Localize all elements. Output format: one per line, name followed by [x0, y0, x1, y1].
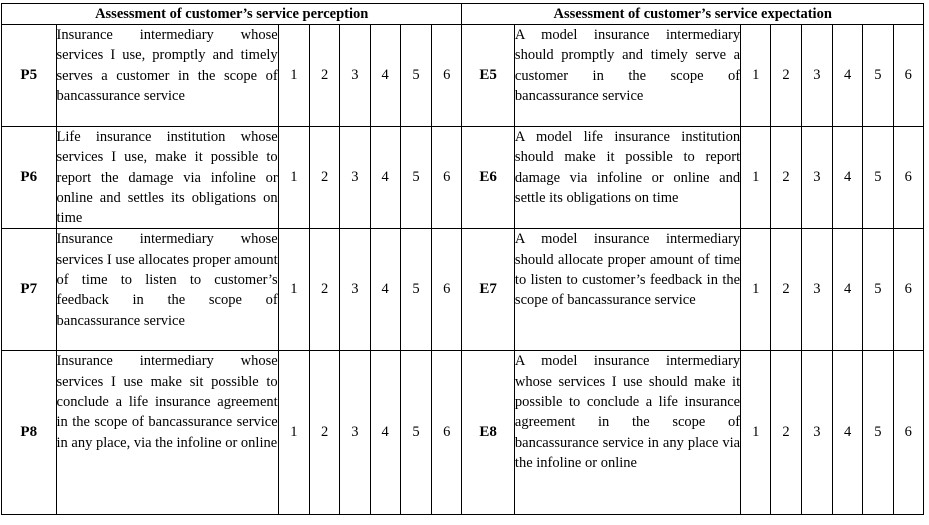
perception-code: P7: [2, 229, 57, 351]
scale-value: 3: [340, 229, 370, 351]
scale-value: 2: [309, 229, 339, 351]
scale-value: 4: [832, 25, 862, 127]
scale-value: 6: [432, 25, 462, 127]
scale-value: 2: [309, 127, 339, 229]
scale-value: 2: [309, 25, 339, 127]
perception-statement: Insurance intermediary whose services I use, promptly and timely serves a customer in the scope of bancassurance service: [56, 25, 278, 127]
perception-statement: Insurance intermediary whose services I use make sit possible to conclude a life insurance agreement in the scope of bancassurance service in any place, via the infoline or online: [56, 351, 278, 515]
scale-value: 6: [893, 229, 923, 351]
scale-value: 6: [432, 351, 462, 515]
scale-value: 5: [863, 229, 893, 351]
table-row: [2, 127, 924, 229]
scale-value: 5: [863, 25, 893, 127]
scale-value: 2: [771, 25, 801, 127]
scale-value: 4: [370, 351, 400, 515]
perception-header: Assessment of customer’s service perception: [2, 4, 462, 25]
scale-value: 3: [340, 127, 370, 229]
scale-value: 2: [309, 351, 339, 515]
expectation-header: Assessment of customer’s service expectation: [462, 4, 924, 25]
scale-value: 3: [801, 25, 832, 127]
scale-value: 1: [278, 351, 309, 515]
scale-value: 1: [278, 229, 309, 351]
perception-code: P8: [2, 351, 57, 515]
scale-value: 1: [741, 351, 771, 515]
scale-value: 6: [893, 127, 923, 229]
expectation-statement: A model insurance intermediary should promptly and timely serve a customer in the scope of bancassurance service: [514, 25, 740, 127]
scale-value: 4: [832, 351, 862, 515]
scale-value: 3: [340, 351, 370, 515]
table-row: [2, 25, 924, 127]
table-row: [2, 229, 924, 351]
scale-value: 2: [771, 351, 801, 515]
perception-code: P5: [2, 25, 57, 127]
scale-value: 2: [771, 229, 801, 351]
scale-value: 4: [370, 229, 400, 351]
scale-value: 5: [863, 127, 893, 229]
scale-value: 5: [400, 351, 431, 515]
scale-value: 6: [893, 25, 923, 127]
scale-value: 6: [432, 229, 462, 351]
expectation-statement: A model insurance intermediary whose services I use should make it possible to conclude a life insurance agreement in the scope of bancassurance service in any place via the infoline or online: [514, 351, 740, 515]
scale-value: 4: [370, 25, 400, 127]
scale-value: 6: [432, 127, 462, 229]
scale-value: 3: [340, 25, 370, 127]
assessment-table: [1, 3, 924, 515]
scale-value: 3: [801, 229, 832, 351]
scale-value: 1: [741, 127, 771, 229]
scale-value: 6: [893, 351, 923, 515]
table-row: [2, 351, 924, 515]
scale-value: 1: [278, 127, 309, 229]
expectation-statement: A model life insurance institution should make it possible to report damage via infoline or online and settle its obligations on time: [514, 127, 740, 229]
expectation-code: E7: [462, 229, 515, 351]
expectation-code: E5: [462, 25, 515, 127]
expectation-statement: A model insurance intermediary should allocate proper amount of time to listen to customer’s feedback in the scope of bancassurance service: [514, 229, 740, 351]
scale-value: 5: [400, 25, 431, 127]
perception-statement: Life insurance institution whose services I use, make it possible to report the damage via infoline or online and settles its obligations on time: [56, 127, 278, 229]
scale-value: 4: [832, 127, 862, 229]
expectation-code: E8: [462, 351, 515, 515]
scale-value: 3: [801, 127, 832, 229]
scale-value: 4: [370, 127, 400, 229]
perception-statement: Insurance intermediary whose services I use allocates proper amount of time to listen to customer’s feedback in the scope of bancassurance service: [56, 229, 278, 351]
scale-value: 1: [278, 25, 309, 127]
scale-value: 2: [771, 127, 801, 229]
perception-code: P6: [2, 127, 57, 229]
scale-value: 5: [400, 229, 431, 351]
scale-value: 4: [832, 229, 862, 351]
scale-value: 3: [801, 351, 832, 515]
scale-value: 1: [741, 25, 771, 127]
scale-value: 1: [741, 229, 771, 351]
header-row: [2, 4, 924, 25]
expectation-code: E6: [462, 127, 515, 229]
scale-value: 5: [863, 351, 893, 515]
scale-value: 5: [400, 127, 431, 229]
